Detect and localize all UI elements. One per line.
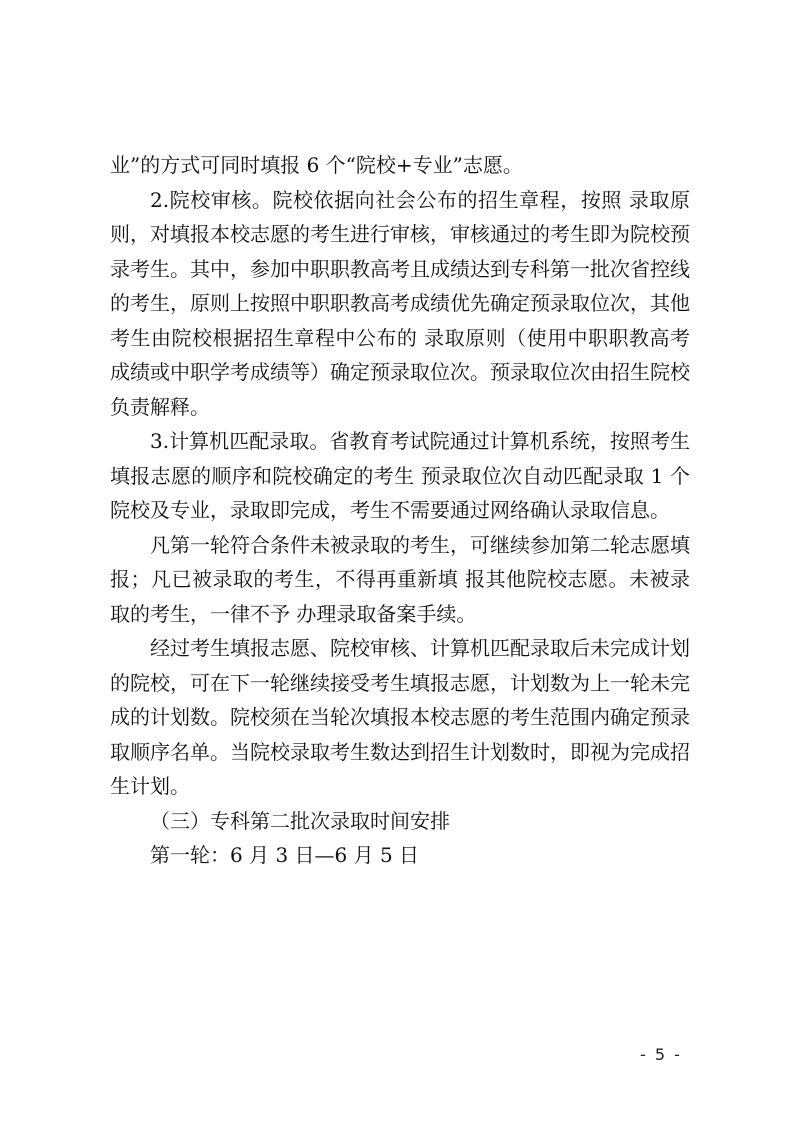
page-number: - 5 - <box>640 1045 682 1064</box>
section-heading-schedule: （三）专科第二批次录取时间安排 <box>150 808 450 833</box>
paragraph-computer-matching: 3.计算机匹配录取。省教育考试院通过计算机系统，按照考生填报志愿的顺序和院校确定的考生 预录取位次自动匹配录取 1 个院校及专业，录取即完成，考生不需要通过网络确认录取信息。 <box>110 429 690 522</box>
paragraph-continuation: 业”的方式可同时填报 6 个“院校+专业”志愿。 <box>110 153 523 177</box>
paragraph-remaining-plan: 经过考生填报志愿、院校审核、计算机匹配录取后未完成计划的院校，可在下一轮继续接受考生填报志愿，计划数为上一轮未完成的计划数。院校须在当轮次填报本校志愿的考生范围内确定预录取顺序名单。当院校录取考生数达到招生计划数时，即视为完成招生计划。 <box>110 636 690 798</box>
paragraph-second-round-rules: 凡第一轮符合条件未被录取的考生，可继续参加第二轮志愿填报；凡已被录取的考生，不得再重新填 报其他院校志愿。未被录取的考生，一律不予 办理录取备案手续。 <box>110 532 690 626</box>
paragraph-first-round-dates: 第一轮：6 月 3 日—6 月 5 日 <box>150 843 420 867</box>
document-body <box>110 148 690 873</box>
paragraph-institution-review: 2.院校审核。院校依据向社会公布的招生章程，按照 录取原则，对填报本校志愿的考生进行审核，审核通过的考生即为院校预录考生。其中，参加中职职教高考且成绩达到专科第一批次省控线的考生，原则上按照中职职教高考成绩优先确定预录取位次，其他考生由院校根据招生章程中公布的 录取原则（使用中职职教高考成绩或中职学考成绩等）确定预录取位次。预录取位次由招生院校负责解释。 <box>110 187 690 419</box>
